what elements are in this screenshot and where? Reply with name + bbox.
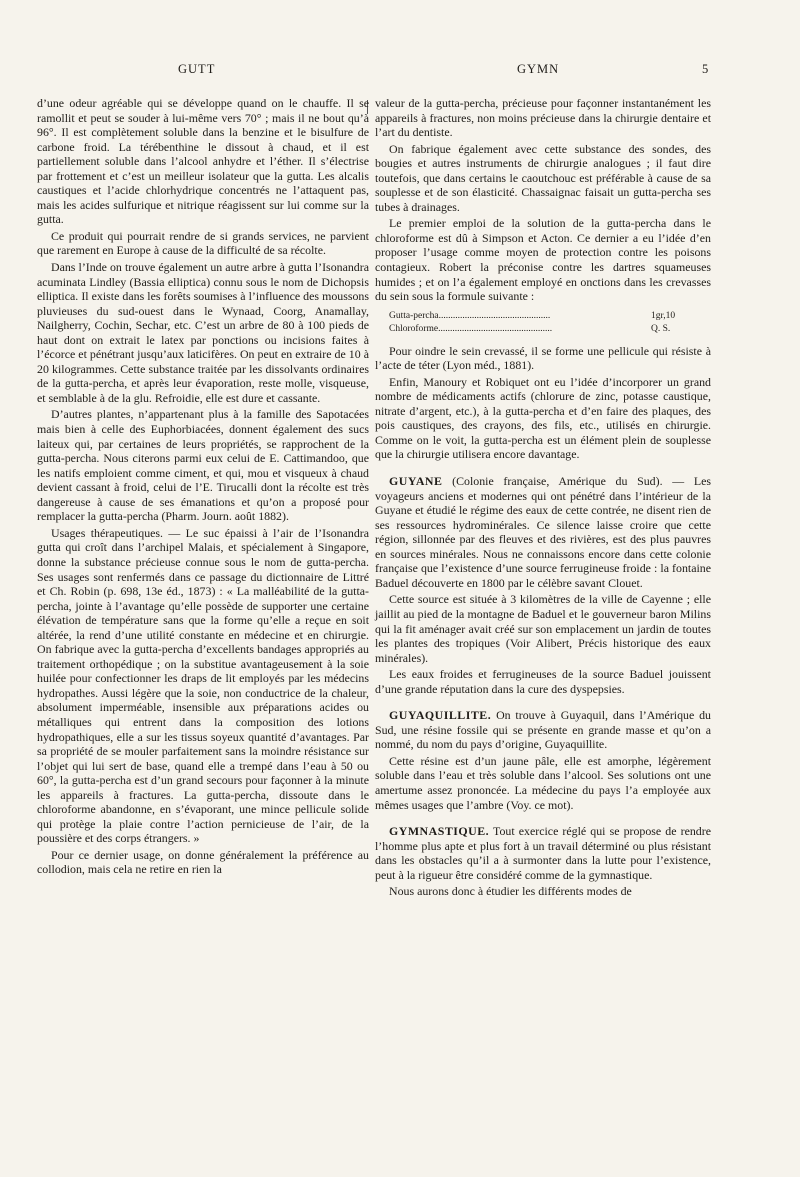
left-paragraph: D’autres plantes, n’appartenant plus à la famille des Sapotacées mais bien à celle des Euphorbiacées, donnent également des sucs laiteux qui, par certaines de leurs propriétés, se rapprochent de la gutta-percha. Nous citerons parmi eux celui de E. Cattimandoo, que les natifs emploient comme ciment, et qui, mou et visqueux à chaud devient cassant à froid, celui de l’E. Tirucalli dont la récolte est très dangereuse à cause de ses émanations et qu’on a proposé pour remplacer la gutta-percha (Pharm. Journ. août 1882). xyxy=(37,407,369,524)
right-paragraph: Cette source est située à 3 kilomètres de la ville de Cayenne ; elle jaillit au pied de la montagne de Baduel et le gouverneur baron Milins qui la fit aménager avait créé sur son emplacement un jardin de toutes les plantes des tropiques (Voir Alibert, Précis historique des eaux minérales). xyxy=(375,592,711,665)
left-column xyxy=(37,96,369,879)
formula-quantity: Q. S. xyxy=(651,323,671,334)
formula-row xyxy=(389,323,697,336)
entry-gymnastique xyxy=(375,824,711,882)
left-paragraph-therapeutic-uses: Usages thérapeutiques. — Le suc épaissi à l’air de l’Isonandra gutta qui croît dans l’archipel Malais, et spécialement à Singapore, donne la substance précieuse connue sous le nom de gutta-percha. Ses usages sont renfermés dans ce passage du dictionnaire de Littré et Ch. Robin (p. 698, 13e éd., 1873) : « La malléabilité de la gutta-percha, jointe à l’avantage qu’elle possède de supporter une certaine élévation de température sans que la forme qu’elle a reçue en soit altérée, la rend d’une utilité constante en médecine et en chirurgie. On fabrique avec la gutta-percha d’excellents bandages appropriés au traitement orthopédique ; on la substitue avantageusement à la soie huilée pour confectionner les draps de lit employés par les médecins hydropathes. Aussi légère que la soie, non conductrice de la chaleur, absolument imperméable, insensible aux préparations acides ou métalliques qui entrent dans la composition des lotions hydropathiques, elle a sur les tissus soyeux quantité d’avantages. Par sa propriété de se mouler parfaitement sans la moindre résistance sur l’objet qui lui sert de base, quand elle a trempé dans l’eau à 50 ou 60°, la gutta-percha est d’un grand secours pour façonner à la minute les appareils à fractures. La gutta-percha, dissoute dans le chloroforme abandonne, en s’évaporant, une mince pellicule solide qui protège la plaie contre l’action pernicieuse de l’air, de la poussière et des corps étrangers. » xyxy=(37,525,369,846)
right-paragraph: Le premier emploi de la solution de la gutta-percha dans le chloroforme est dû à Simpson et Acton. Ce dernier a eu l’idée d’en proposer l’usage comme moyen de protection contre les poisons contagieux. Robert la préconise contre les dartres squameuses humides ; et on l’a également employé en onctions dans les crevasses du sein sous la formule suivante : xyxy=(375,216,711,304)
formula-row xyxy=(389,310,697,323)
right-paragraph: valeur de la gutta-percha, précieuse pour façonner instantanément les appareils à fractures, non moins précieuse dans la chirurgie dentaire et l’art du dentiste. xyxy=(375,96,711,140)
entry-guyaquillite xyxy=(375,708,711,752)
left-paragraph: Pour ce dernier usage, on donne généralement la préférence au collodion, mais cela ne retire en rien la xyxy=(37,847,369,877)
headword-gymnastique: GYMNASTIQUE. xyxy=(389,824,490,839)
formula-quantity: 1gr,10 xyxy=(651,310,676,321)
formula-leader-dots: ................................................ xyxy=(438,323,553,334)
right-paragraph: Pour oindre le sein crevassé, il se forme une pellicule qui résiste à l’acte de téter (Lyon méd., 1881). xyxy=(375,343,711,373)
right-paragraph: Cette résine est d’un jaune pâle, elle est amorphe, légèrement soluble dans l’eau et très soluble dans l’alcool. Ses solutions ont une amertume assez prononcée. La médecine du pays l’a employée aux mêmes usages que l’ambre (Voy. ce mot). xyxy=(375,753,711,812)
right-paragraph: Enfin, Manoury et Robiquet ont eu l’idée d’incorporer un grand nombre de médicaments actifs (chlorure de zinc, potasse caustique, nitrate d’argent, etc.), à la gutta-percha et d’en faire des plaques, des pois caustiques, des crayons, des fils, etc., utilisés en chirurgie. Comme on le voit, la gutta-percha est un élément plein de souplesse que la chirurgie utilisera encore davantage. xyxy=(375,374,711,462)
formula-leader-dots: ............................................... xyxy=(438,310,551,321)
header-right-guideword: GYMN xyxy=(517,62,560,76)
right-column xyxy=(375,96,711,901)
headword-guyane: GUYANE xyxy=(389,474,443,489)
running-header xyxy=(0,62,800,84)
left-paragraph: Dans l’Inde on trouve également un autre arbre à gutta l’Isonandra acuminata Lindley (Bassia elliptica) connu sous le nom de Dichopsis elliptica. Il existe dans les forêts soumises à l’influence des moussons pluvieuses du sud-ouest dans le Wynaad, Coorg, Anamallay, Nailgherry, Cochin, Sechar, etc. C’est un arbre de 80 à 100 pieds de haut dont on extrait le latex par ponctions ou incisions faites à l’écorce et pénétrant jusqu’aux laticifères. On peut en extraire de 10 à 20 kilogrammes. Cette substance traitée par les dissolvants ordinaires de la gutta-percha, et après leur évaporation, reste molle, visqueuse, et semblable à de la glu. Refroidie, elle est dure et cassante. xyxy=(37,260,369,405)
formula-ingredient: Gutta-percha xyxy=(389,310,439,321)
formula-block xyxy=(389,310,697,336)
entry-text: (Colonie française, Amérique du Sud). — Les voyageurs anciens et modernes qui ont pénétré dans l’intérieur de la Guyane et étudié le régime des eaux de cette contrée, ne disent rien de ses ressources hydrominérales. Ce silence laisse croire que cette région, sillonnée par des fleuves et des rivières, est des plus pauvres en sources minérales. Nous ne connaissons encore dans cette colonie française que l’existence d’une source ferrugineuse froide : la fontaine Baduel découverte en 1800 par le célèbre savant Clouet. xyxy=(375,474,711,590)
left-paragraph: Ce produit qui pourrait rendre de si grands services, ne parvient que rarement en Europe à cause de la difficulté de sa récolte. xyxy=(37,228,369,258)
entry-text: Tout exercice réglé qui se propose de rendre l’homme plus apte et plus fort à un travail déterminé ou plus résistant dans les obstacles qu’il a à surmonter dans la lutte pour l’existence, peut à la rigueur être considéré comme de la gymnastique. xyxy=(375,824,711,882)
right-paragraph: On fabrique également avec cette substance des sondes, des bougies et autres instruments de chirurgie analogues ; il faut dire toutefois, que dans certains le caoutchouc est préférable à cause de sa souplesse et de son élasticité. Chassaignac faisait un gutta-percha ses tubes à drainages. xyxy=(375,141,711,214)
headword-guyaquillite: GUYAQUILLITE. xyxy=(389,708,492,723)
page-number: 5 xyxy=(702,62,710,76)
right-paragraph: Nous aurons donc à étudier les différents modes de xyxy=(389,884,632,899)
right-paragraph: Les eaux froides et ferrugineuses de la source Baduel jouissent d’une grande réputation dans la cure des dyspepsies. xyxy=(375,667,711,696)
header-left-guideword: GUTT xyxy=(178,62,216,76)
entry-text: On trouve à Guyaquil, dans l’Amérique du Sud, une résine fossile qui se présente en grande masse et qu’on a nommé, du nom du pays d’origine, Guyaquillite. xyxy=(375,708,711,752)
left-paragraph: d’une odeur agréable qui se développe quand on le chauffe. Il se ramollit et peut se souder à lui-même vers 70° ; mais il ne bout qu’à 96°. Il est complètement soluble dans la benzine et le bisulfure de carbone froid. La térébenthine le dissout à chaud, et il est partiellement soluble dans l’alcool anhydre et l’éther. Il s’électrise par frottement et c’est un meilleur isolateur que la gutta. Les alcalis caustiques et l’acide chlorhydrique concentrés ne l’attaquent pas, mais les acides sulfurique et nitrique réagissent sur lui comme sur la gutta. xyxy=(37,96,369,227)
formula-ingredient: Chloroforme xyxy=(389,323,439,334)
entry-guyane xyxy=(375,474,711,590)
